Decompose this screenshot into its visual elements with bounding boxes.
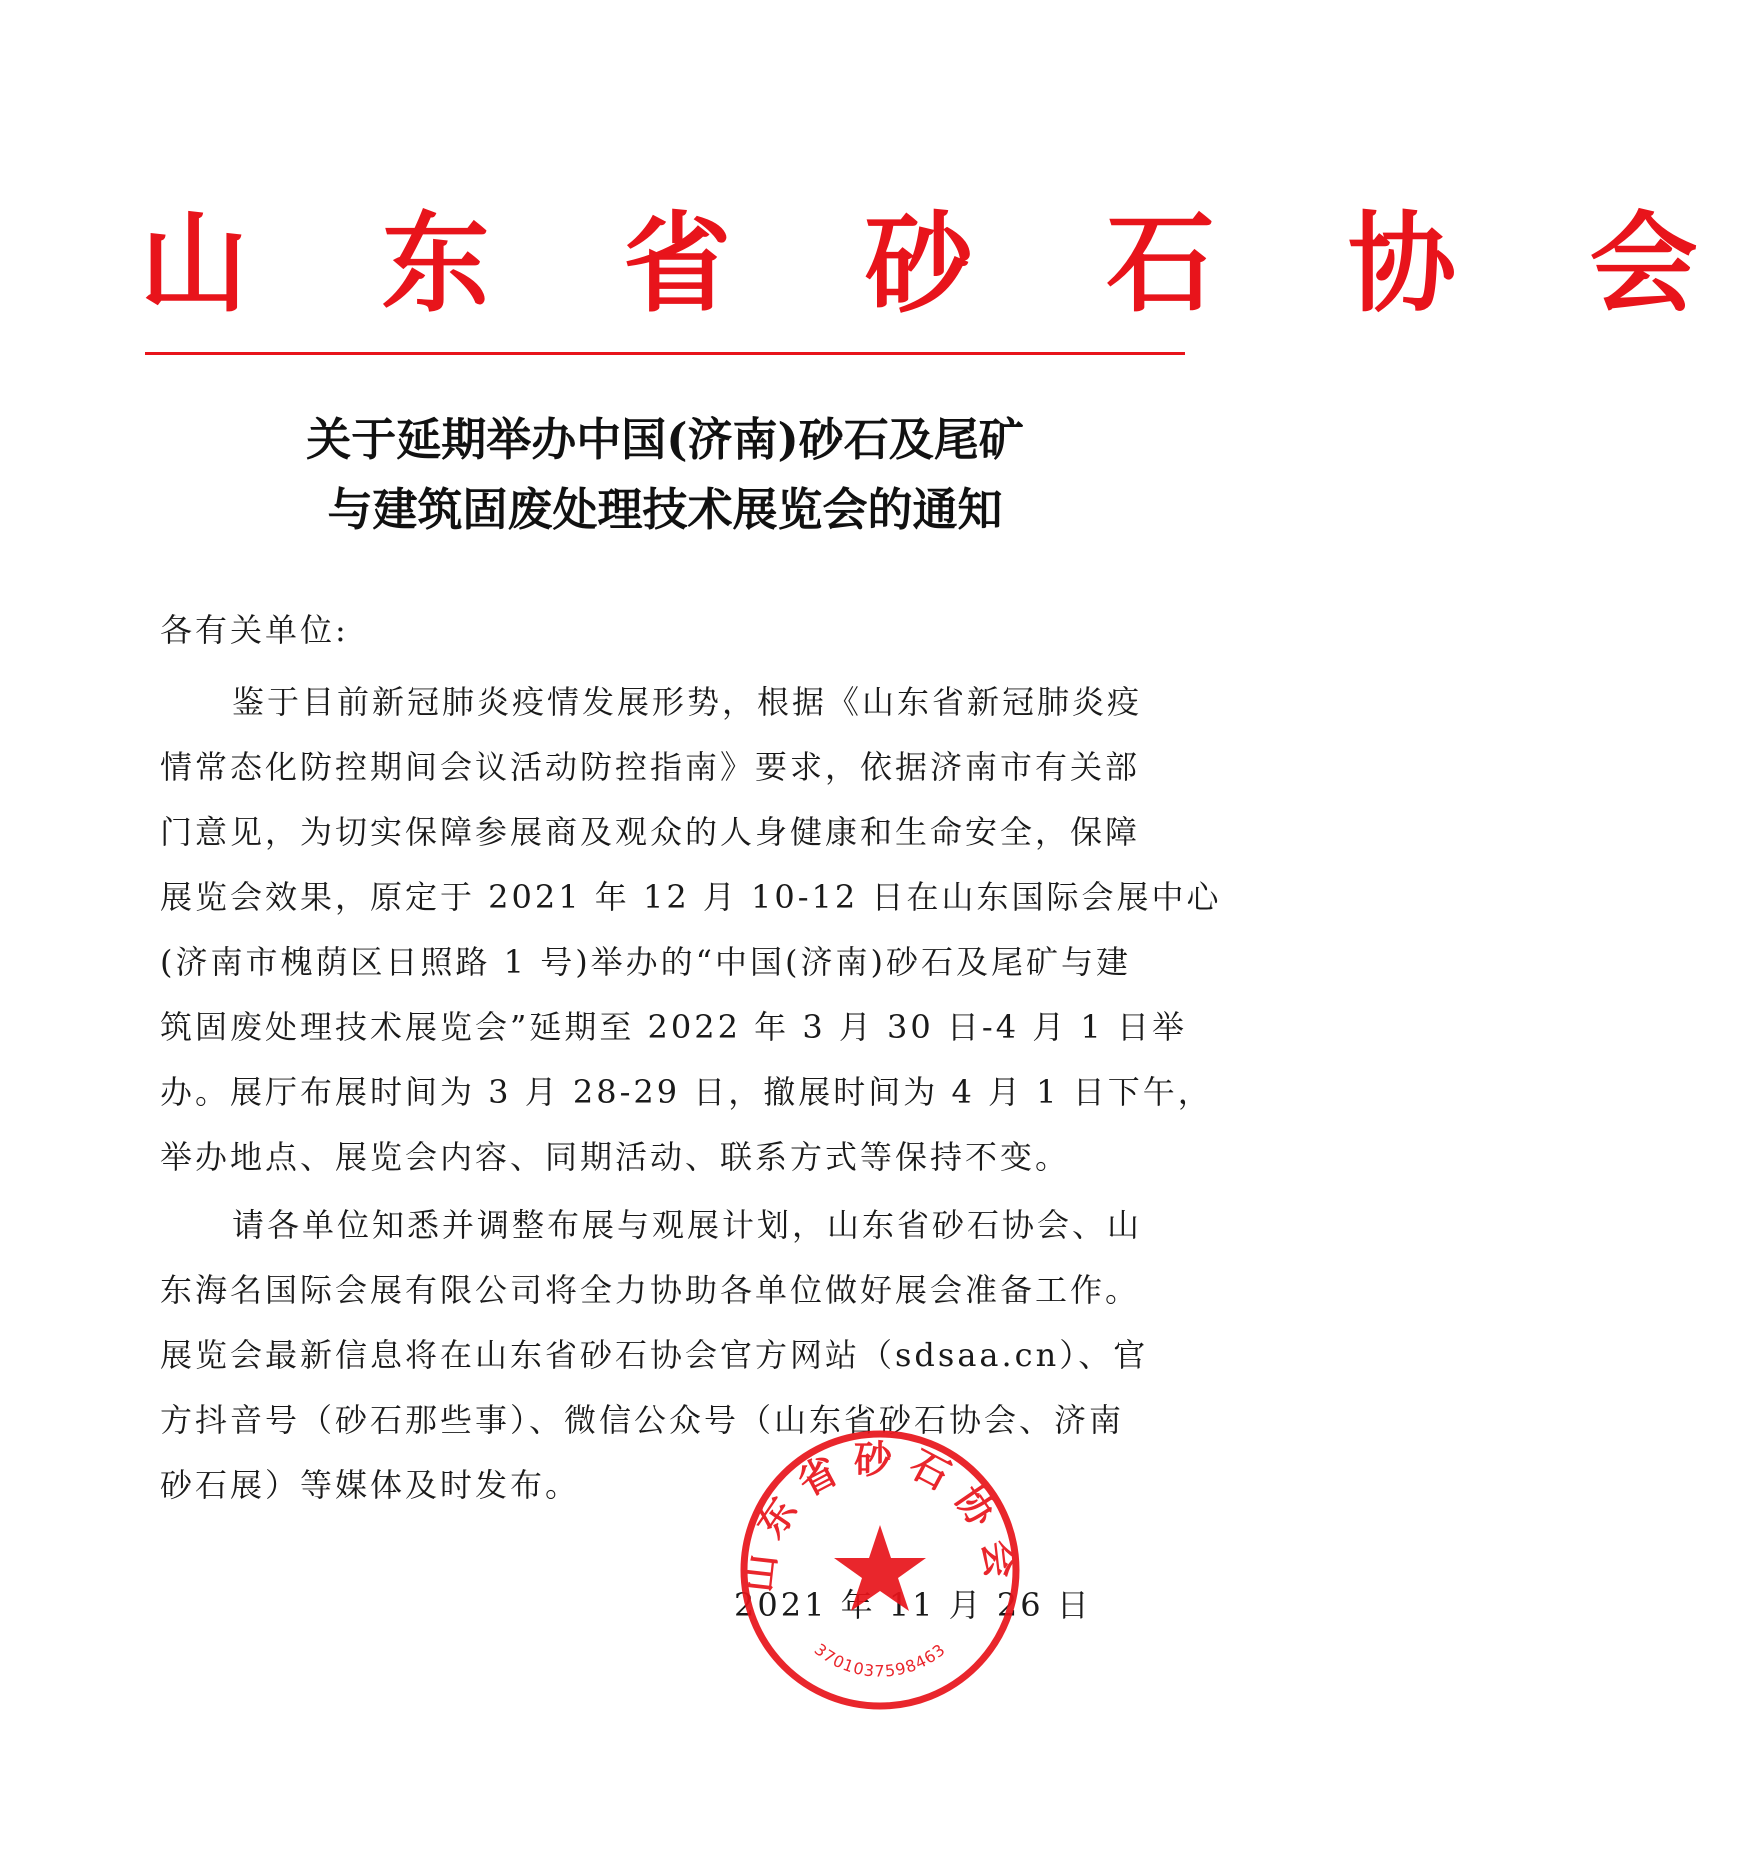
paragraph-line: 情常态化防控期间会议活动防控指南》要求，依据济南市有关部 — [160, 748, 1141, 786]
organization-letterhead: 山 东 省 砂 石 协 会 — [140, 202, 1746, 327]
paragraph-line: 举办地点、展览会内容、同期活动、联系方式等保持不变。 — [160, 1138, 1071, 1176]
seal-text: 山东省砂石协会 — [735, 1437, 1025, 1595]
paragraph-1 — [160, 670, 1222, 1190]
star-icon — [834, 1525, 926, 1611]
paragraph-line: 方抖音号（砂石那些事）、微信公众号（山东省砂石协会、济南 — [160, 1401, 1125, 1439]
notice-title — [150, 405, 1180, 545]
paragraph-line: (济南市槐荫区日照路 1 号)举办的“中国(济南)砂石及尾矿与建 — [160, 943, 1132, 981]
paragraph-line: 展览会效果，原定于 2021 年 12 月 10-12 日在山东国际会展中心 — [160, 878, 1222, 916]
official-seal-icon — [735, 1425, 1025, 1715]
paragraph-2 — [160, 1193, 1180, 1518]
svg-text:3701037598463 — [811, 1640, 949, 1681]
title-line-1: 关于延期举办中国(济南)砂石及尾矿 — [306, 413, 1024, 466]
seal-number: 3701037598463 — [810, 1639, 950, 1681]
paragraph-line: 砂石展）等媒体及时发布。 — [160, 1466, 581, 1504]
paragraph-line: 办。展厅布展时间为 3 月 28-29 日，撤展时间为 4 月 1 日下午， — [160, 1073, 1213, 1111]
paragraph-line: 请各单位知悉并调整布展与观展计划，山东省砂石协会、山 — [232, 1206, 1143, 1244]
paragraph-line: 鉴于目前新冠肺炎疫情发展形势，根据《山东省新冠肺炎疫 — [232, 683, 1143, 721]
title-line-2: 与建筑固废处理技术展览会的通知 — [327, 483, 1003, 536]
paragraph-line: 筑固废处理技术展览会”延期至 2022 年 3 月 30 日-4 月 1 日举 — [160, 1008, 1187, 1046]
header-divider — [145, 352, 1185, 355]
paragraph-line: 门意见，为切实保障参展商及观众的人身健康和生命安全，保障 — [160, 813, 1141, 851]
salutation: 各有关单位: — [160, 611, 349, 649]
issue-date: 2021 年 11 月 26 日 — [734, 1586, 1092, 1624]
paragraph-line: 展览会最新信息将在山东省砂石协会官方网站（sdsaa.cn）、官 — [160, 1336, 1149, 1374]
paragraph-line: 东海名国际会展有限公司将全力协助各单位做好展会准备工作。 — [160, 1271, 1141, 1309]
